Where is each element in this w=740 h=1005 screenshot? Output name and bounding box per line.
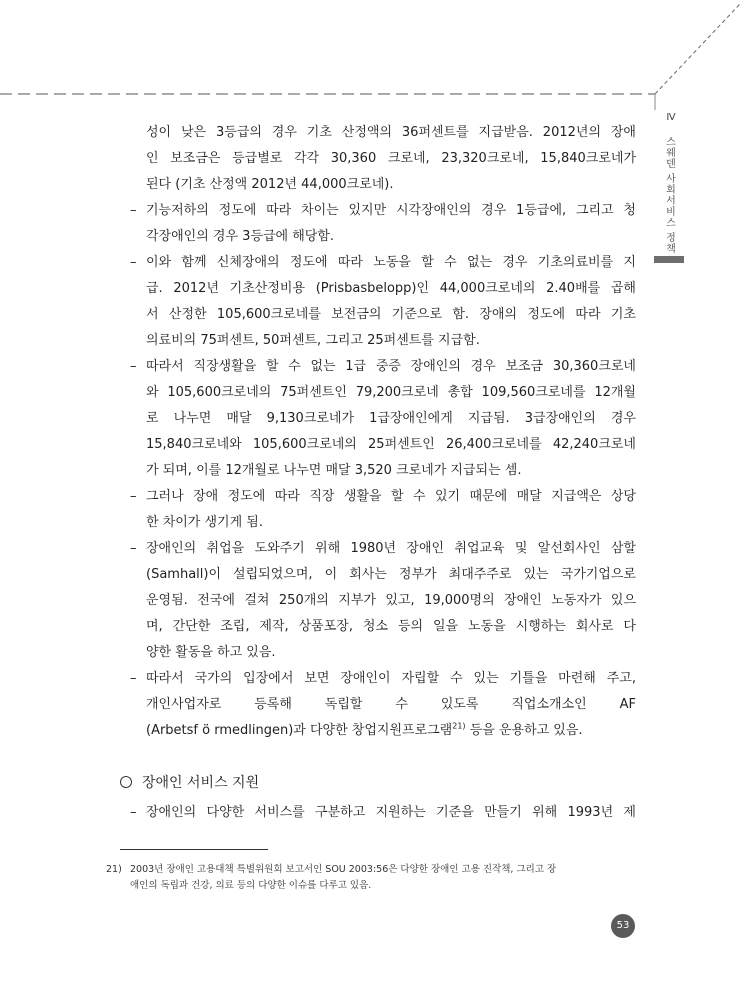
continuation-paragraph [120, 120, 636, 198]
section-heading [120, 772, 259, 792]
chapter-title-char: 회 [666, 185, 676, 196]
chapter-title-char: 정 [666, 233, 676, 244]
text-line: – 이와 함께 신체장애의 정도에 따라 노동을 할 수 없는 경우 기초의료비를 지 [146, 255, 636, 270]
footnote-reference[interactable]: 21) [452, 721, 466, 731]
text-line: 서 산정한 105,600크로네를 보전금의 기준으로 함. 장애의 정도에 따라 기초 [146, 307, 636, 322]
chapter-title-char: 비 [666, 207, 676, 218]
text-line: 로 나누면 매달 9,130크로네가 1급장애인에게 지급됨. 3급장애인의 경우 [146, 411, 636, 426]
chapter-title-char: 책 [666, 244, 676, 255]
chapter-number: Ⅳ [666, 112, 676, 123]
chapter-title-char: 사 [666, 174, 676, 185]
text-line: (Samhall)이 설립되었으며, 이 회사는 정부가 최대주주로 있는 국가기업으로 [146, 567, 636, 582]
section-heading-label: 장애인 서비스 지원 [142, 775, 260, 791]
text-line: – 장애인의 다양한 서비스를 구분하고 지원하는 기준을 만들기 위해 1993년 제 [120, 800, 636, 826]
footnote [106, 862, 636, 894]
header-decoration [0, 0, 740, 110]
footnote-line: 애인의 독립과 건강, 의료 등의 다양한 이슈를 다루고 있음. [130, 880, 372, 891]
footnote-line: 2003년 장애인 고용대책 특별위원회 보고서인 SOU 2003:56은 다양한 장애인 고용 진작책, 그리고 장 [130, 864, 557, 875]
text-line: – 장애인의 취업을 도와주기 위해 1980년 장애인 취업교육 및 알선회사인 삼할 [146, 541, 636, 556]
body-text [120, 120, 636, 744]
chapter-title-char: 덴 [666, 159, 676, 170]
bullet-item [120, 666, 636, 744]
bullet-item [120, 354, 636, 484]
text-line: – 따라서 국가의 입장에서 보면 장애인이 자립할 수 있는 기틀을 마련해 주고, [146, 671, 636, 686]
text-line: 의료비의 75퍼센트, 50퍼센트, 그리고 25퍼센트를 지급함. [146, 333, 480, 348]
text-line: 와 105,600크로네의 75퍼센트인 79,200크로네 총합 109,560크로네를 12개월 [146, 385, 636, 400]
text-line: 된다 (기초 산정액 2012년 44,000크로네). [146, 177, 394, 192]
bullet-item [120, 800, 636, 826]
chapter-tab-bar [654, 256, 684, 263]
text-line: 운영됨. 전국에 걸쳐 250개의 지부가 있고, 19,000명의 장애인 노동자가 있으 [146, 593, 636, 608]
chapter-title-char: 웨 [666, 148, 676, 159]
text-line [146, 718, 636, 744]
text-line: – 그러나 장애 정도에 따라 직장 생활을 할 수 있기 때문에 매달 지급액은 상당 [146, 489, 636, 504]
circle-bullet-icon [120, 776, 132, 788]
bullet-item [120, 536, 636, 666]
text-line: – 따라서 직장생활을 할 수 없는 1급 중증 장애인의 경우 보조금 30,360크로네 [146, 359, 636, 374]
chapter-title-char: 서 [666, 196, 676, 207]
text-line: 양한 활동을 하고 있음. [146, 645, 276, 660]
text-fragment: 등을 운용하고 있음. [465, 723, 583, 738]
text-line: 한 차이가 생기게 됨. [146, 515, 263, 530]
text-line: 개인사업자로 등록해 독립할 수 있도록 직업소개소인 AF [146, 697, 636, 712]
chapter-title-char: 스 [666, 218, 676, 229]
text-fragment: (Arbetsf ö rmedlingen)과 다양한 창업지원프로그램 [146, 723, 453, 738]
bullet-item [120, 198, 636, 250]
page-number: 53 [611, 914, 635, 938]
text-line: 성이 낮은 3등급의 경우 기초 산정액의 36퍼센트를 지급받음. 2012년의 장애 [146, 125, 636, 140]
text-line: 각장애인의 경우 3등급에 해당함. [146, 229, 335, 244]
bullet-item [120, 250, 636, 354]
text-line: – 기능저하의 정도에 따라 차이는 있지만 시각장애인의 경우 1등급에, 그리고 청 [146, 203, 636, 218]
text-line: 15,840크로네와 105,600크로네의 25퍼센트인 26,400크로네를 42,240크로네 [146, 437, 636, 452]
chapter-tab [660, 112, 682, 255]
footnote-divider [120, 849, 268, 850]
bullet-item [120, 484, 636, 536]
text-line: 가 되며, 이를 12개월로 나누면 매달 3,520 크로네가 지급되는 셈. [146, 463, 522, 478]
footnote-number: 21) [106, 864, 122, 875]
text-line: 급. 2012년 기초산정비용 (Prisbasbelopp)인 44,000크로네의 2.40배를 곱해 [146, 281, 636, 296]
chapter-title-char: 스 [666, 137, 676, 148]
text-line: 인 보조금은 등급별로 각각 30,360 크로네, 23,320크로네, 15,840크로네가 [146, 151, 636, 166]
text-line: 며, 간단한 조립, 제작, 상품포장, 청소 등의 일을 노동을 시행하는 회사로 다 [146, 619, 636, 634]
